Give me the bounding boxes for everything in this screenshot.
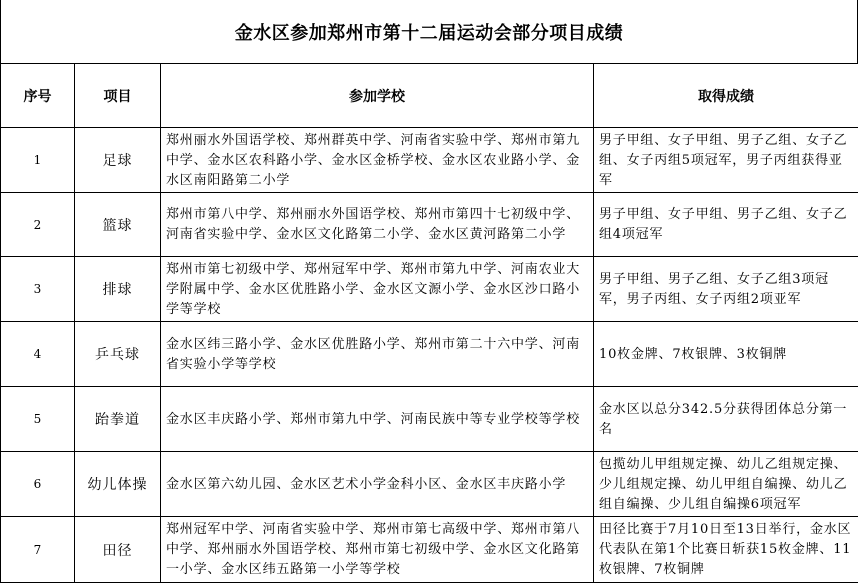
- table-row: [1, 517, 858, 583]
- table-row: [1, 387, 858, 452]
- row-index: 7: [1, 517, 75, 583]
- table-row: [1, 193, 858, 257]
- row-index: 1: [1, 128, 75, 193]
- row-project: 排球: [75, 257, 161, 322]
- row-results: 男子甲组、女子甲组、男子乙组、女子乙组4项冠军: [594, 193, 858, 257]
- row-schools: 金水区第六幼儿园、金水区艺术小学金科小区、金水区丰庆路小学: [161, 452, 594, 517]
- header-row: [1, 64, 858, 128]
- row-schools: 郑州市第七初级中学、郑州冠军中学、郑州市第九中学、河南农业大学附属中学、金水区优胜路小学、金水区文源小学、金水区沙口路小学等学校: [161, 257, 594, 322]
- row-schools: 郑州丽水外国语学校、郑州群英中学、河南省实验中学、郑州市第九中学、金水区农科路小学、金水区金桥学校、金水区农业路小学、金水区南阳路第二小学: [161, 128, 594, 193]
- table-row: [1, 257, 858, 322]
- row-project: 足球: [75, 128, 161, 193]
- row-index: 5: [1, 387, 75, 452]
- row-schools: 郑州冠军中学、河南省实验中学、郑州市第七高级中学、郑州市第八中学、郑州丽水外国语学校、郑州市第七初级中学、金水区文化路第一小学、金水区纬五路第一小学等学校: [161, 517, 594, 583]
- row-index: 4: [1, 322, 75, 387]
- row-results: 男子甲组、男子乙组、女子乙组3项冠军，男子丙组、女子丙组2项亚军: [594, 257, 858, 322]
- row-schools: 郑州市第八中学、郑州丽水外国语学校、郑州市第四十七初级中学、河南省实验中学、金水区文化路第二小学、金水区黄河路第二小学: [161, 193, 594, 257]
- row-project: 幼儿体操: [75, 452, 161, 517]
- row-index: 6: [1, 452, 75, 517]
- row-project: 乒乓球: [75, 322, 161, 387]
- row-schools: 金水区丰庆路小学、郑州市第九中学、河南民族中等专业学校等学校: [161, 387, 594, 452]
- table-row: [1, 128, 858, 193]
- row-project: 田径: [75, 517, 161, 583]
- row-index: 2: [1, 193, 75, 257]
- header-schools: 参加学校: [161, 64, 594, 128]
- table-row: [1, 452, 858, 517]
- row-index: 3: [1, 257, 75, 322]
- row-project: 篮球: [75, 193, 161, 257]
- row-project: 跆拳道: [75, 387, 161, 452]
- row-results: 田径比赛于7月10日至13日举行，金水区代表队在第1个比赛日斩获15枚金牌、11枚银牌、7枚铜牌: [594, 517, 858, 583]
- results-table: [0, 63, 858, 583]
- header-project: 项目: [75, 64, 161, 128]
- row-results: 包揽幼儿甲组规定操、幼儿乙组规定操、少儿组规定操、幼儿甲组自编操、幼儿乙组自编操、少儿组自编操6项冠军: [594, 452, 858, 517]
- page-title: 金水区参加郑州市第十二届运动会部分项目成绩: [0, 0, 858, 63]
- row-schools: 金水区纬三路小学、金水区优胜路小学、郑州市第二十六中学、河南省实验小学等学校: [161, 322, 594, 387]
- header-index: 序号: [1, 64, 75, 128]
- row-results: 男子甲组、女子甲组、男子乙组、女子乙组、女子丙组5项冠军，男子丙组获得亚军: [594, 128, 858, 193]
- row-results: 金水区以总分342.5分获得团体总分第一名: [594, 387, 858, 452]
- table-row: [1, 322, 858, 387]
- row-results: 10枚金牌、7枚银牌、3枚铜牌: [594, 322, 858, 387]
- header-results: 取得成绩: [594, 64, 858, 128]
